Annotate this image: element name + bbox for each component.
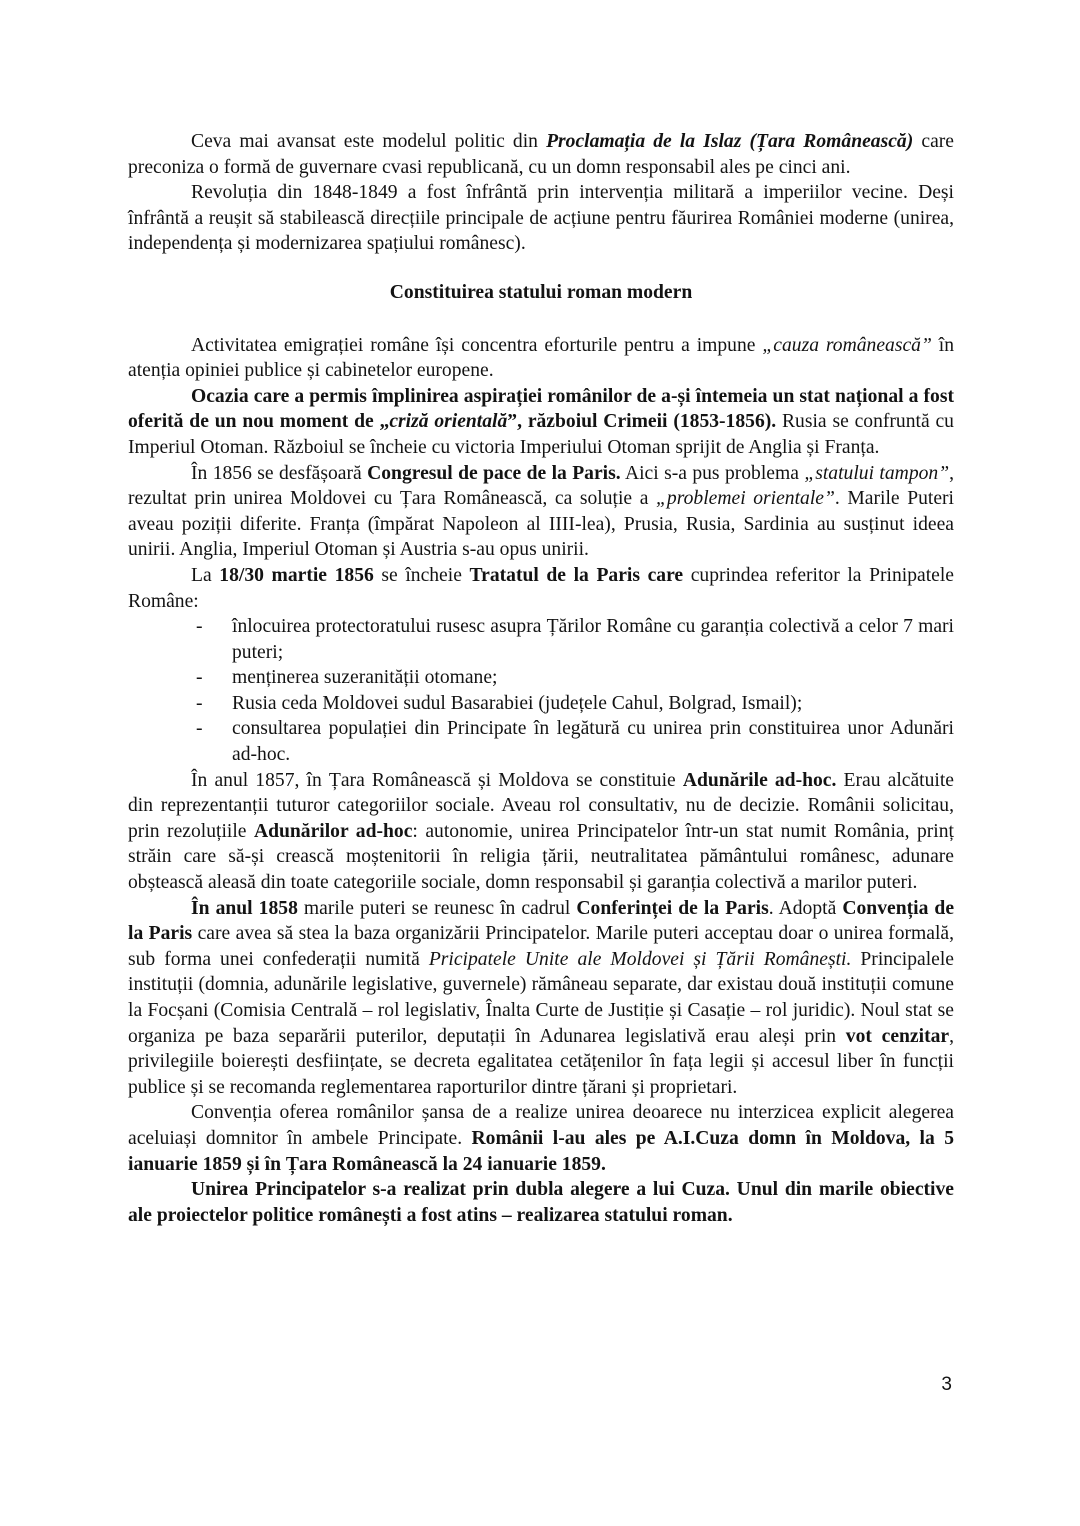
paragraph-unirea-principatelor: Unirea Principatelor s-a realizat prin dubla alegere a lui Cuza. Unul din marile obiective ale proiectelor politice românești a fost atins – realizarea statului roman. — [128, 1179, 954, 1226]
paragraph-tratatul-paris: La 18/30 martie 1856 se încheie Tratatul de la Paris care cuprindea referitor la Prinipatele Române: — [128, 564, 954, 612]
document-content — [128, 129, 954, 1228]
bullet-text: înlocuirea protectoratului rusesc asupra Țărilor Române cu garanția colectivă a celor 7 mari puteri; — [232, 616, 954, 663]
bullet-list — [128, 614, 954, 768]
bullet-item — [128, 665, 954, 691]
paragraph-proclamatia-islaz: Ceva mai avansat este modelul politic din Proclamația de la Islaz (Țara Românească) care preconiza o formă de guvernare cvasi republicană, cu un domn responsabil ales pe cinci ani. — [128, 131, 954, 178]
paragraph-activitatea-emigratiei: Activitatea emigrației române își concentra eforturile pentru a impune „cauza românească” în atenția opiniei publice și cabinetelor europene. — [128, 334, 954, 382]
bullet-marker: - — [196, 692, 203, 714]
paragraph-alegerea-cuza: Convenția oferea românilor șansa de a realize unirea deoarece nu interzicea explicit alegerea aceluiași domnitor în ambele Principate. Românii l-au ales pe A.I.Cuza domn în Moldova, la 5 ianuarie 1859 și în Țara Românească la 24 ianuarie 1859. — [128, 1102, 954, 1175]
bullet-item — [128, 691, 954, 717]
paragraph-congresul-paris: În 1856 se desfășoară Congresul de pace de la Paris. Aici s-a pus problema „statului tampon”, rezultat prin unirea Moldovei cu Țara Românească, ca soluție a „problemei orientale”. Marile Puteri aveau poziții diferite. Franța (împărat Napoleon al IIII-lea), Prusia, Rusia, Sardinia au susținut ideea unirii. Anglia, Imperiul Otoman și Austria s-au opus unirii. — [128, 462, 955, 561]
page-number: 3 — [941, 1374, 952, 1395]
bullet-marker: - — [196, 718, 203, 740]
bullet-item — [128, 716, 954, 767]
bullet-text: consultarea populației din Principate în legătură cu unirea prin constituirea unor Adunări ad-hoc. — [232, 718, 954, 766]
paragraph-adunarile-adhoc: În anul 1857, în Țara Românească și Moldova se constituie Adunările ad-hoc. Erau alcătuite din reprezentanții tuturor categoriilor sociale. Aveau rol consultativ, nu de decizie. Românii solicitau, prin rezoluțiile Adunărilor ad-hoc: autonomie, unirea Principatelor într-un stat numit România, prinț străin care să-și crească moștenitorii în religia țării, neutralitatea pământului românesc, adunare obștească aleasă din toate categoriile sociale, domn responsabil și garanția colectivă a marilor puteri. — [128, 769, 954, 894]
section-heading: Constituirea statului roman modern — [389, 281, 693, 303]
paragraph-criza-orientala: Ocazia care a permis împlinirea aspirației românilor de a-și întemeia un stat național a fost oferită de un nou moment de „criză orientală”, războiul Crimeii (1853-1856). Rusia se confruntă cu Imperiul Otoman. Războiul se încheie cu victoria Imperiului Otoman sprijit de Anglia și Franța. — [128, 385, 954, 458]
bullet-text: menținerea suzeranității otomane; — [232, 667, 498, 689]
bullet-text: Rusia ceda Moldovei sudul Basarabiei (județele Cahul, Bolgrad, Ismail); — [232, 692, 803, 714]
paragraph-revolutia-1848: Revoluția din 1848-1849 a fost înfrântă prin intervenția militară a imperiilor vecine. Deși înfrântă a reușit să stabilească direcțiile principale de acțiune pentru făurirea României moderne (unirea, independența și modernizarea spațiului românesc). — [128, 182, 954, 255]
bullet-item — [128, 614, 954, 665]
bullet-marker: - — [196, 616, 203, 638]
paragraph-conventia-paris: În anul 1858 marile puteri se reunesc în cadrul Conferinței de la Paris. Adoptă Convenția de la Paris care avea să stea la baza organizării Principatelor. Marile puteri acceptau doar o unirea formală, sub forma unei confederații numită Pricipatele Unite ale Moldovei și Țării Românești. Principalele instituții (domnia, adunările legislative, guvernele) rămâneau separate, dar existau două instituții comune la Focșani (Comisia Centrală – rol legislativ, Înalta Curte de Justiție și Casație – rol juridic). Noul stat se organiza pe baza separării puterilor, deputații în Adunarea legislativă erau aleși prin vot cenzitar, privilegiile boierești desființate, se decreta egalitatea cetățenilor în fața legii și accesul liber în funcții publice și se recomanda reglementarea raporturilor dintre țărani și proprietari. — [128, 897, 955, 1098]
bullet-marker: - — [196, 667, 203, 689]
